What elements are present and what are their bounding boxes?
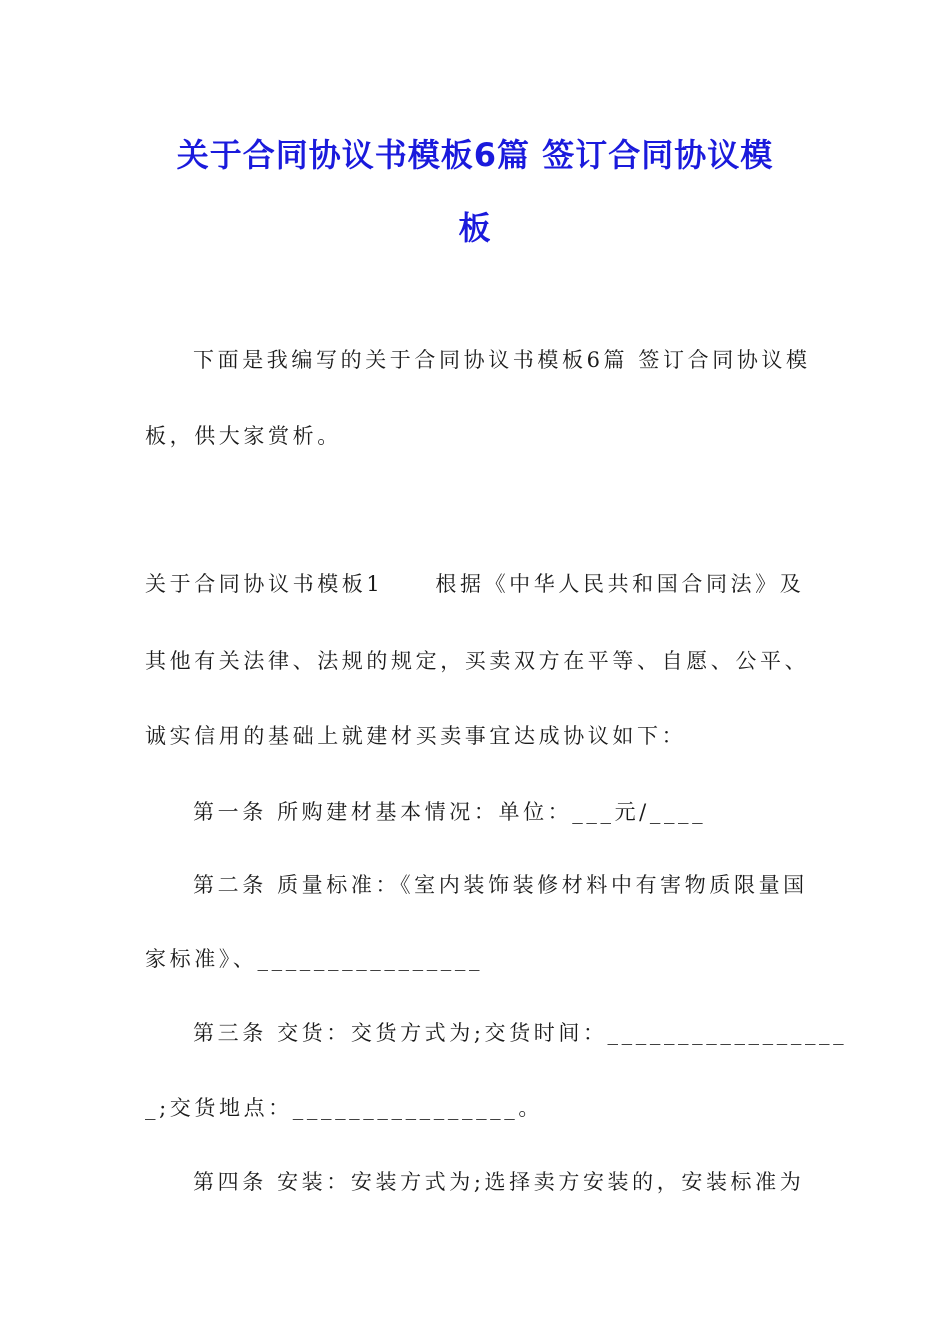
section-1-heading: 关于合同协议书模板1 [145,572,384,596]
article-2-line-1: 第二条 质量标准：《室内装饰装修材料中有害物质限量国 [193,873,808,897]
section-1-line-3: 诚实信用的基础上就建材买卖事宜达成协议如下： [145,724,687,748]
article-3-line-1: 第三条 交货：交货方式为;交货时间：_________________ [193,1021,848,1045]
article-4-line-1: 第四条 安装：安装方式为;选择卖方安装的，安装标准为 [193,1170,805,1194]
intro-paragraph-line-1: 下面是我编写的关于合同协议书模板6篇 签订合同协议模 [193,348,811,372]
section-1-text-start: 根据《中华人民共和国合同法》及 [435,572,805,596]
article-2-line-2: 家标准》、________________ [145,947,484,971]
section-1-line-2: 其他有关法律、法规的规定，买卖双方在平等、自愿、公平、 [145,649,810,673]
article-3-line-2: _;交货地点：________________。 [145,1096,543,1120]
section-1-line-1 [145,569,805,599]
intro-paragraph-line-2: 板，供大家赏析。 [145,424,342,448]
document-title-line-2: 板 [458,209,492,247]
article-1-line-1: 第一条 所购建材基本情况：单位：___元/____ [193,800,707,824]
document-title-line-1: 关于合同协议书模板6篇 签订合同协议模 [176,136,774,174]
